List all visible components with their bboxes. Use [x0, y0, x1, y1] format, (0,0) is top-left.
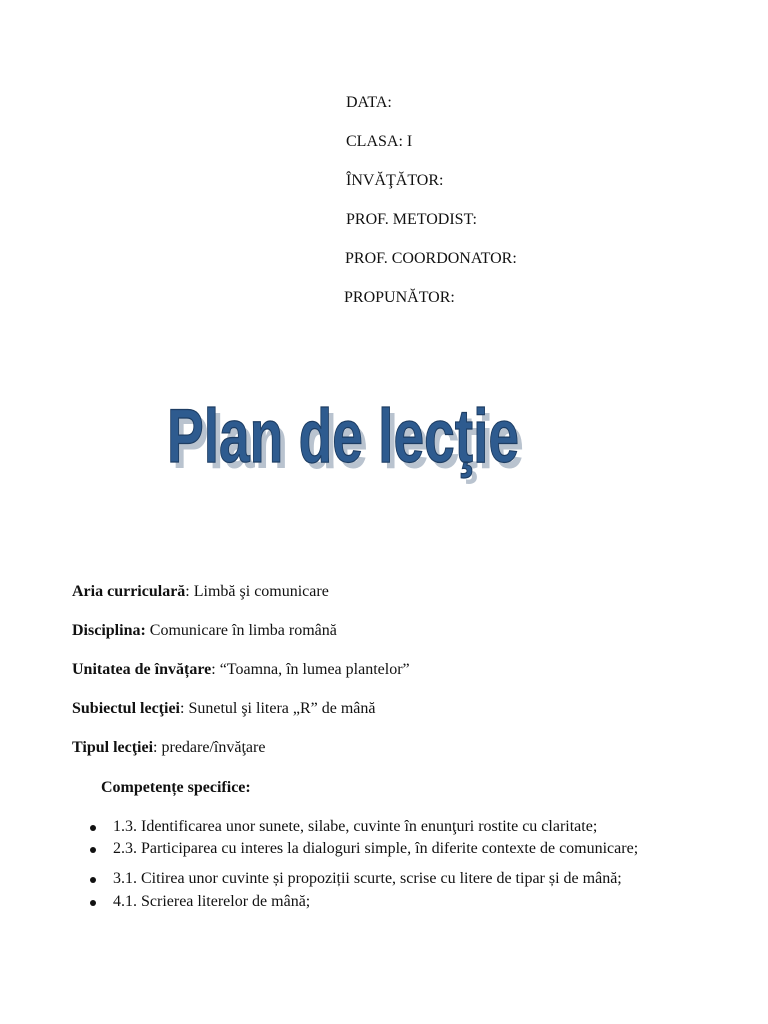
aria-curriculara-label: Aria curriculară [72, 583, 186, 600]
data-label: DATA: [346, 94, 392, 111]
competente-heading: Competențe specifice: [101, 779, 251, 796]
aria-curriculara-line [72, 582, 410, 621]
subiectul-line [72, 699, 410, 738]
page-title [166, 394, 586, 484]
unitatea-line [72, 660, 410, 699]
list-item-text: 2.3. Participarea cu interes la dialoguri simple, în diferite contexte de comunicare; [113, 840, 639, 857]
tipul-value: predare/învăţare [161, 739, 266, 756]
subiectul-label: Subiectul lecţiei [72, 700, 180, 717]
bullet-icon [90, 877, 96, 883]
list-item-text: 3.1. Citirea unor cuvinte și propoziții scurte, scrise cu litere de tipar și de mână; [113, 870, 622, 887]
bullet-icon [90, 847, 96, 853]
aria-curriculara-value: Limbă şi comunicare [193, 583, 329, 600]
unitatea-value: “Toamna, în lumea plantelor” [219, 661, 410, 678]
tipul-line [72, 738, 410, 777]
title-shadow: Plan de lecţie [172, 400, 524, 484]
bullet-icon [90, 825, 96, 831]
prof-metodist-label: PROF. METODIST: [346, 211, 477, 228]
subiectul-value: Sunetul şi litera „R” de mână [188, 700, 376, 717]
tipul-label: Tipul lecţiei [72, 739, 154, 756]
tipul-sep: : [153, 739, 162, 756]
list-item [88, 839, 638, 869]
list-item-text: 4.1. Scrierea literelor de mână; [113, 893, 311, 910]
list-item [88, 892, 638, 914]
header-block [346, 93, 517, 327]
disciplina-line [72, 621, 410, 660]
unitatea-label: Unitatea de învățare [72, 661, 212, 678]
clasa-label: CLASA: I [346, 133, 413, 150]
bullet-icon [90, 900, 96, 906]
unitatea-sep: : [211, 661, 220, 678]
list-item-text: 1.3. Identificarea unor sunete, silabe, cuvinte în enunţuri rostite cu claritate; [113, 818, 598, 835]
list-item [88, 817, 638, 839]
wordart-title [166, 394, 586, 484]
competente-list [88, 817, 638, 914]
list-item [88, 869, 638, 892]
disciplina-value: Comunicare în limba română [149, 622, 337, 639]
title-text: Plan de lecţie [167, 394, 519, 479]
subiectul-sep: : [179, 700, 189, 717]
disciplina-label: Disciplina: [72, 622, 146, 639]
lesson-details [72, 582, 410, 777]
invatator-label: ÎNVĂŢĂTOR: [346, 172, 444, 189]
propunator-label: PROPUNĂTOR: [344, 289, 455, 306]
prof-coordonator-label: PROF. COORDONATOR: [345, 250, 517, 267]
aria-sep: : [185, 583, 194, 600]
